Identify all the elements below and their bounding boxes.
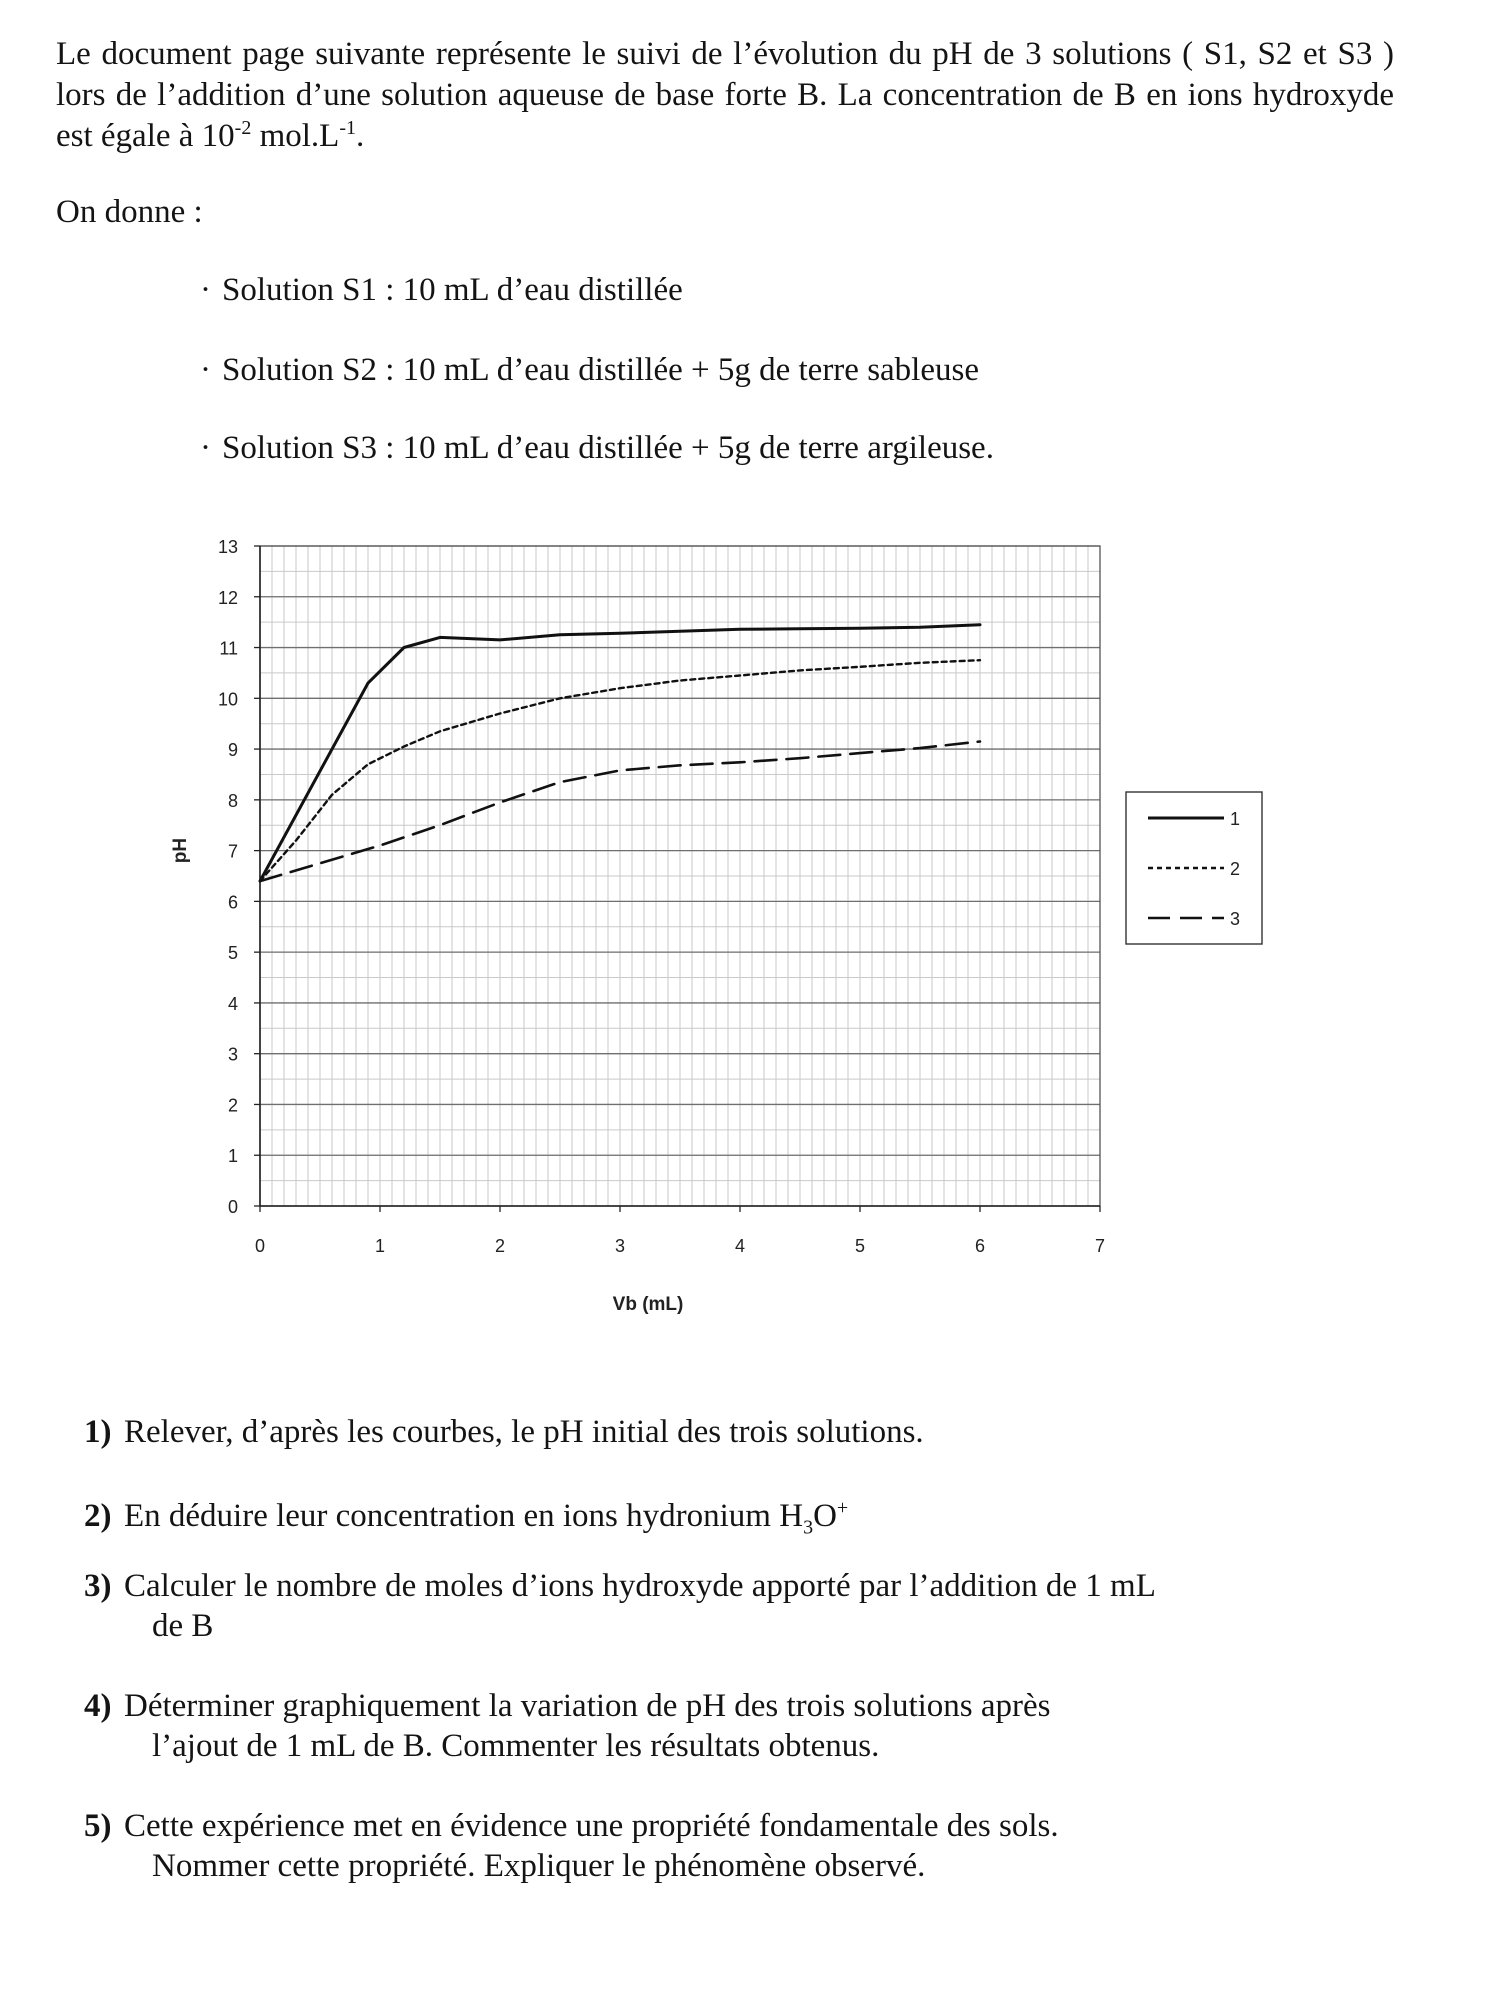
x-tick-label: 2: [494, 1236, 506, 1256]
question-5-continuation: Nommer cette propriété. Expliquer le phénomène observé.: [152, 1848, 926, 1884]
question-4-continuation: l’ajout de 1 mL de B. Commenter les résultats obtenus.: [152, 1728, 880, 1764]
x-tick-label: 6: [974, 1236, 986, 1256]
question-5-number: 5): [84, 1808, 112, 1844]
y-tick-label: 8: [227, 790, 238, 811]
question-4: [84, 1686, 1384, 1766]
question-1-text: Relever, d’après les courbes, le pH initial des trois solutions.: [124, 1414, 924, 1450]
y-tick-label: 3: [227, 1044, 238, 1065]
y-axis-label: pH: [170, 837, 191, 864]
question-2-superscript: +: [836, 1497, 849, 1519]
question-3-continuation: de B: [152, 1608, 214, 1644]
x-tick-label: 1: [374, 1236, 386, 1256]
question-1: [84, 1412, 1384, 1452]
question-1-number: 1): [84, 1414, 112, 1450]
y-tick-label: 9: [227, 740, 238, 761]
solution-s3: · Solution S3 : 10 mL d’eau distillée + 5g de terre argileuse.: [200, 430, 994, 466]
question-2: [84, 1488, 1384, 1548]
y-tick-label: 12: [217, 587, 238, 608]
question-2-number: 2): [84, 1498, 112, 1534]
question-5-text: Cette expérience met en évidence une propriété fondamentale des sols.: [124, 1808, 1059, 1844]
y-tick-label: 13: [217, 537, 238, 557]
intro-exponent-1: -2: [234, 117, 252, 139]
legend-label-2: 2: [1230, 859, 1241, 879]
solution-s2: · Solution S2 : 10 mL d’eau distillée + 5g de terre sableuse: [200, 352, 979, 388]
y-tick-label: 2: [227, 1095, 238, 1116]
question-4-number: 4): [84, 1688, 112, 1724]
question-3-text: Calculer le nombre de moles d’ions hydroxyde apporté par l’addition de 1 mL: [124, 1568, 1156, 1604]
solution-s2-text: Solution S2 : 10 mL d’eau distillée + 5g de terre sableuse: [222, 352, 979, 388]
intro-text-3: .: [356, 118, 365, 154]
y-tick-label: 1: [227, 1146, 238, 1167]
legend-label-1: 1: [1230, 809, 1241, 829]
intro-exponent-2: -1: [339, 117, 357, 139]
question-2-after: O: [813, 1498, 837, 1534]
x-tick-label: 7: [1094, 1236, 1106, 1256]
intro-text-2: mol.L: [251, 118, 340, 154]
question-3-number: 3): [84, 1568, 112, 1604]
legend-label-3: 3: [1230, 909, 1241, 929]
question-5: [84, 1806, 1384, 1886]
intro-paragraph: [56, 34, 1394, 157]
solution-s3-text: Solution S3 : 10 mL d’eau distillée + 5g de terre argileuse.: [222, 430, 994, 466]
y-tick-label: 0: [227, 1197, 238, 1217]
question-4-text: Déterminer graphiquement la variation de pH des trois solutions après: [124, 1688, 1051, 1724]
x-tick-label: 3: [614, 1236, 626, 1256]
x-tick-label: 5: [854, 1236, 866, 1256]
y-tick-label: 7: [227, 841, 238, 862]
ph-chart: [160, 522, 1300, 1322]
y-tick-label: 10: [217, 689, 238, 710]
ph-chart-svg: [160, 522, 1300, 1322]
x-axis-label: Vb (mL): [612, 1294, 684, 1315]
question-3: [84, 1566, 1384, 1646]
solution-s1: · Solution S1 : 10 mL d’eau distillée: [200, 272, 683, 308]
solution-s1-text: Solution S1 : 10 mL d’eau distillée: [222, 272, 683, 308]
on-donne-label: On donne :: [56, 194, 203, 230]
y-tick-label: 11: [219, 638, 238, 659]
intro-text-1: Le document page suivante représente le suivi de l’évolution du pH de 3 solutions ( S1, S2 et S3 ) lors de l’addition d’une solution aqueuse de base forte B. La concentration de B en ions hydroxyde est égale à 10: [56, 36, 1394, 154]
x-tick-label: 4: [734, 1236, 746, 1256]
y-tick-label: 5: [227, 943, 238, 964]
x-tick-label: 0: [254, 1236, 266, 1256]
y-tick-label: 4: [227, 993, 238, 1014]
question-2-subscript: 3: [803, 1516, 814, 1539]
y-tick-label: 6: [227, 892, 238, 913]
question-2-text: En déduire leur concentration en ions hydronium H: [124, 1498, 804, 1534]
